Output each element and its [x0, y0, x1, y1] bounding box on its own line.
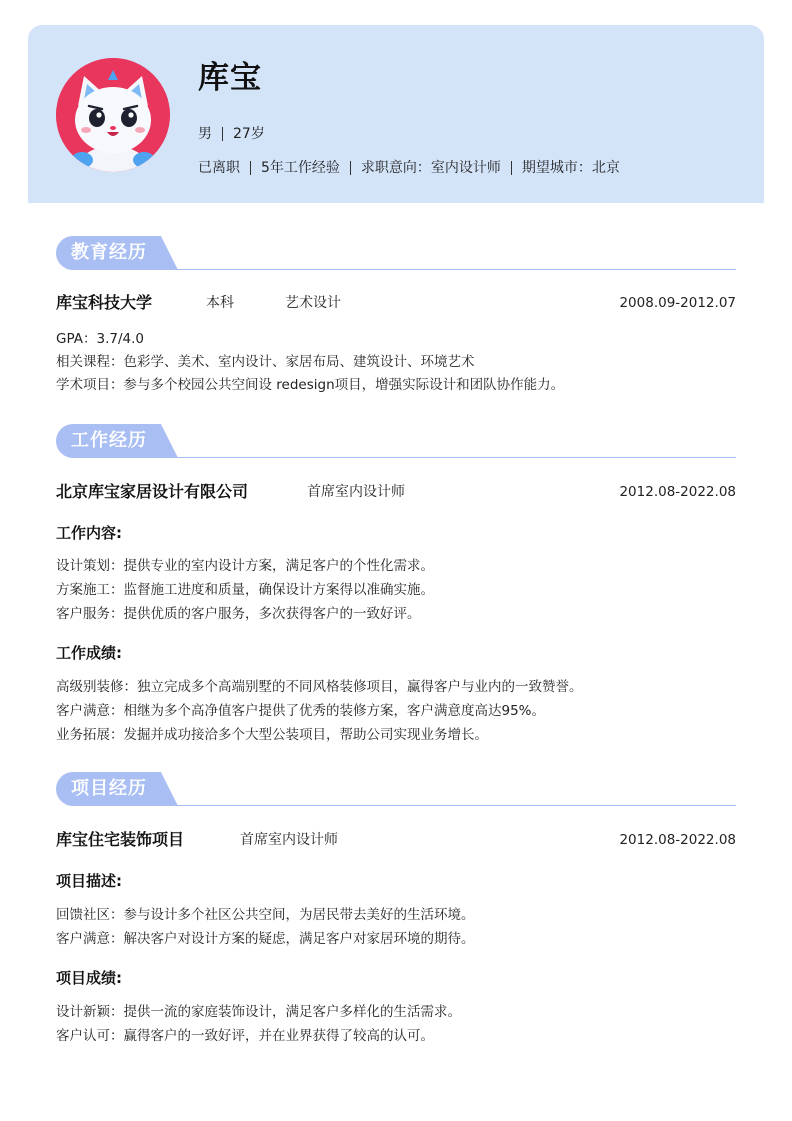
work-results-heading: 工作成绩: — [56, 644, 122, 662]
section-title: 工作经历 — [71, 430, 147, 451]
work-section-header — [56, 424, 736, 460]
education-date: 2008.09-2012.07 — [619, 295, 736, 311]
age: 27岁 — [233, 126, 265, 142]
job-intent: 求职意向：室内设计师 — [360, 160, 501, 176]
cartoon-cat-mascot-icon — [56, 58, 170, 172]
work-content-line: 方案施工：监督施工进度和质量，确保设计方案得以准确实施。 — [56, 582, 434, 598]
divider — [250, 161, 251, 175]
project-role: 首席室内设计师 — [240, 832, 338, 848]
work-result-line: 业务拓展：发掘并成功接洽多个大型公装项目，帮助公司实现业务增长。 — [56, 727, 488, 743]
section-title: 教育经历 — [71, 242, 147, 263]
experience-years: 5年工作经验 — [261, 160, 340, 176]
work-result-line: 高级别装修：独立完成多个高端别墅的不同风格装修项目，赢得客户与业内的一致赞誉。 — [56, 679, 583, 695]
divider — [350, 161, 351, 175]
work-content-line: 设计策划：提供专业的室内设计方案，满足客户的个性化需求。 — [56, 558, 434, 574]
work-result-line: 客户满意：相继为多个高净值客户提供了优秀的装修方案，客户满意度高达95%。 — [56, 703, 546, 719]
work-date: 2012.08-2022.08 — [619, 484, 736, 500]
basic-info — [198, 124, 265, 144]
work-content-heading: 工作内容: — [56, 524, 122, 542]
avatar — [56, 58, 170, 172]
job-role: 首席室内设计师 — [307, 484, 405, 500]
divider — [222, 127, 223, 141]
project-desc-heading: 项目描述: — [56, 872, 122, 890]
section-title: 项目经历 — [71, 778, 147, 799]
company-name: 北京库宝家居设计有限公司 — [56, 482, 249, 501]
project-date: 2012.08-2022.08 — [619, 832, 736, 848]
education-line: 学术项目：参与多个校园公共空间设 redesign项目，增强实际设计和团队协作能力。 — [56, 377, 565, 393]
section-rule — [166, 805, 736, 806]
project-result-line: 客户认可：赢得客户的一致好评，并在业界获得了较高的认可。 — [56, 1028, 434, 1044]
project-section-header — [56, 772, 736, 808]
education-section-header — [56, 236, 736, 272]
section-rule — [166, 457, 736, 458]
education-line: 相关课程：色彩学、美术、室内设计、家居布局、建筑设计、环境艺术 — [56, 354, 475, 370]
candidate-name: 库宝 — [198, 60, 262, 96]
section-rule — [166, 269, 736, 270]
school-name: 库宝科技大学 — [56, 293, 153, 312]
employment-status: 已离职 — [198, 160, 240, 176]
work-content-line: 客户服务：提供优质的客户服务，多次获得客户的一致好评。 — [56, 606, 421, 622]
job-meta — [198, 158, 620, 178]
project-result-line: 设计新颖：提供一流的家庭装饰设计，满足客户多样化的生活需求。 — [56, 1004, 461, 1020]
major: 艺术设计 — [285, 295, 341, 311]
project-desc-line: 回馈社区：参与设计多个社区公共空间，为居民带去美好的生活环境。 — [56, 907, 475, 923]
project-desc-line: 客户满意：解决客户对设计方案的疑虑，满足客户对家居环境的期待。 — [56, 931, 475, 947]
divider — [511, 161, 512, 175]
education-line: GPA：3.7/4.0 — [56, 331, 144, 347]
project-results-heading: 项目成绩: — [56, 969, 122, 987]
degree: 本科 — [206, 295, 234, 311]
expected-city: 期望城市：北京 — [521, 160, 620, 176]
gender: 男 — [198, 126, 212, 142]
project-name: 库宝住宅装饰项目 — [56, 830, 185, 849]
